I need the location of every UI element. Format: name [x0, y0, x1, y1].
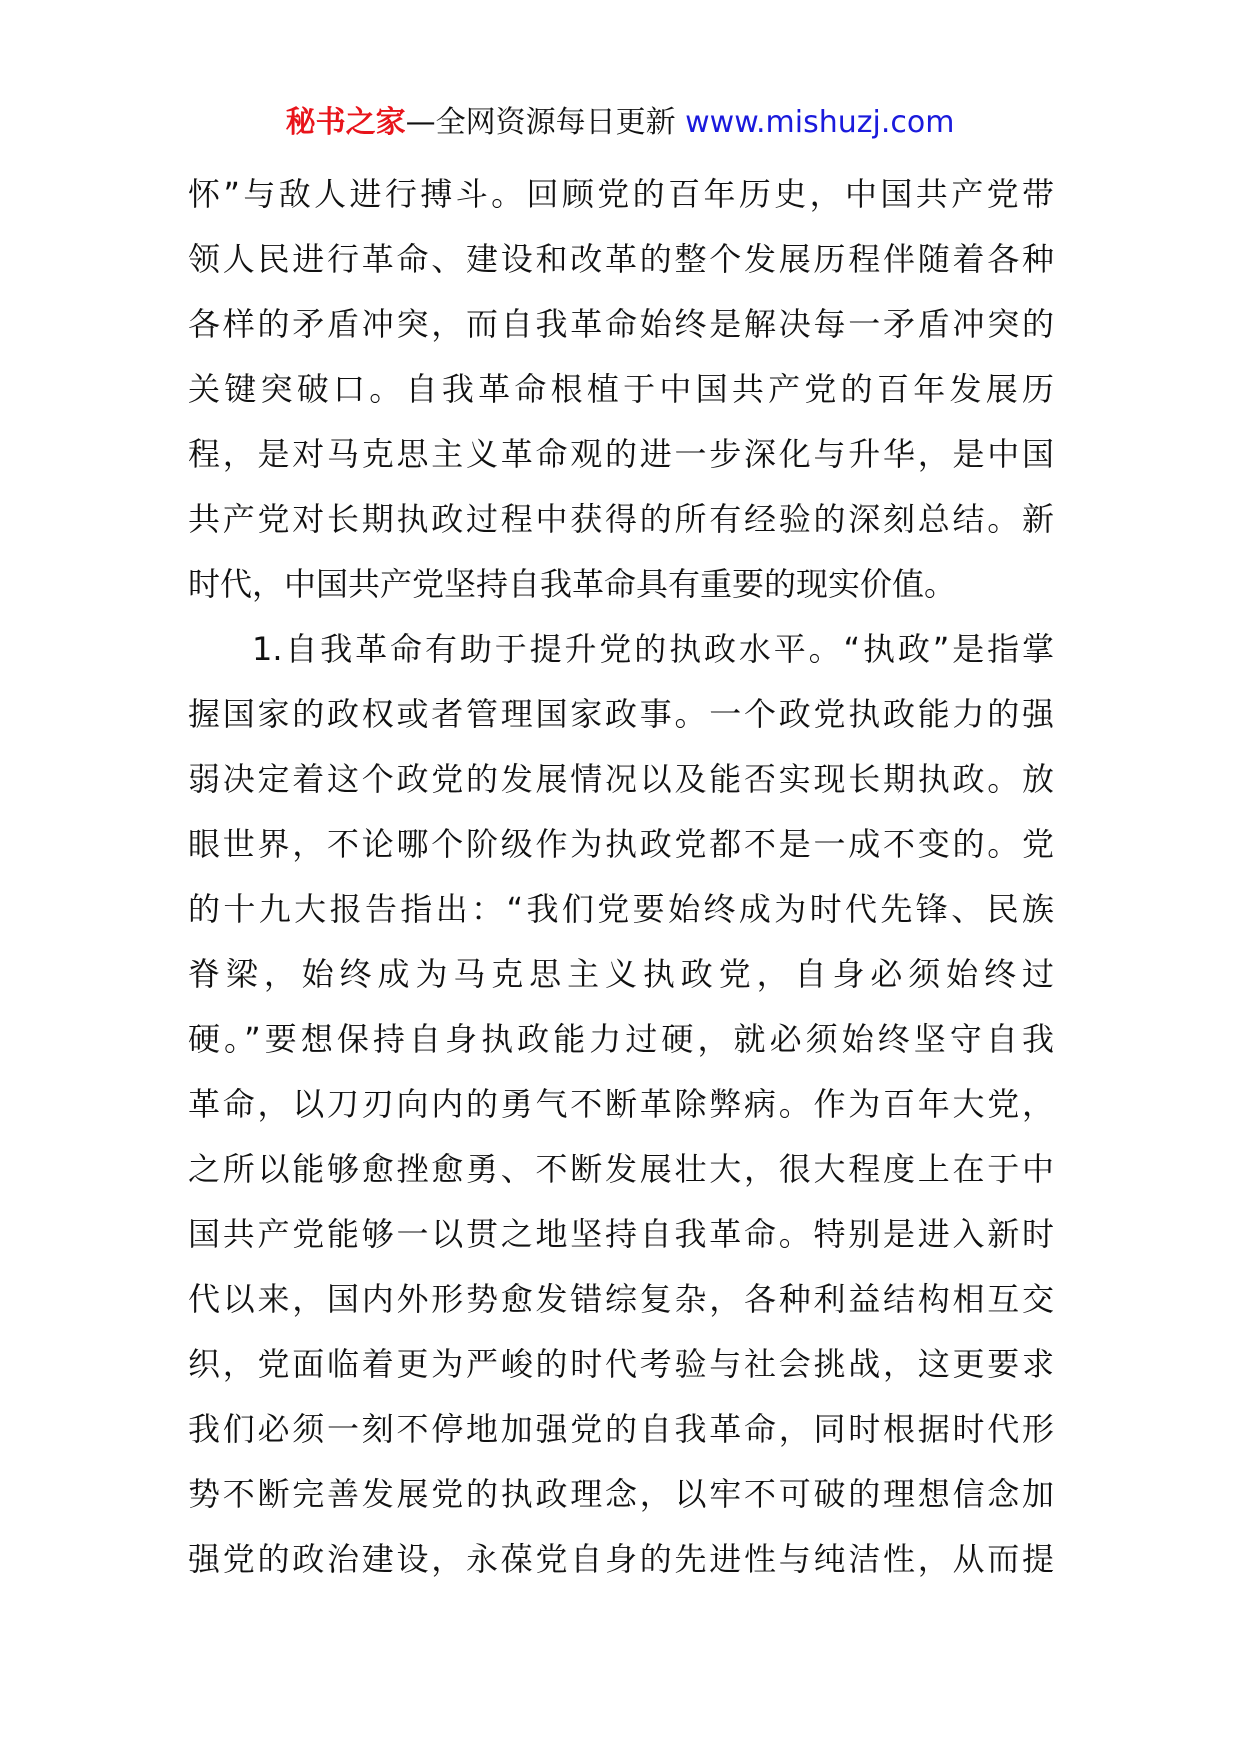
- text-line: 的十九大报告指出：“我们党要始终成为时代先锋、民族: [188, 890, 1054, 928]
- section-heading-line: 1.自我革命有助于提升党的执政水平。“执政”是指掌: [252, 630, 1054, 668]
- text-line: 我们必须一刻不停地加强党的自我革命，同时根据时代形: [188, 1410, 1054, 1448]
- text-line: 国共产党能够一以贯之地坚持自我革命。特别是进入新时: [188, 1215, 1054, 1253]
- text-line: [188, 1592, 1054, 1657]
- text-line: 领人民进行革命、建设和改革的整个发展历程伴随着各种: [188, 240, 1054, 278]
- text-line: 硬。”要想保持自身执政能力过硬，就必须始终坚守自我: [188, 1020, 1054, 1058]
- site-url-link[interactable]: www.mishuzj.com: [685, 105, 955, 140]
- text-line: 眼世界，不论哪个阶级作为执政党都不是一成不变的。党: [188, 825, 1054, 863]
- paragraph-section-1: [188, 617, 1054, 1657]
- text-line: 握国家的政权或者管理国家政事。一个政党执政能力的强: [188, 695, 1054, 733]
- text-line: 弱决定着这个政党的发展情况以及能否实现长期执政。放: [188, 760, 1054, 798]
- text-line: 时代，中国共产党坚持自我革命具有重要的现实价值。: [188, 565, 957, 603]
- text-line: 脊梁，始终成为马克思主义执政党，自身必须始终过: [188, 955, 1054, 993]
- text-line: 共产党对长期执政过程中获得的所有经验的深刻总结。新: [188, 500, 1054, 538]
- text-line: 程，是对马克思主义革命观的进一步深化与升华，是中国: [188, 435, 1054, 473]
- text-line: 关键突破口。自我革命根植于中国共产党的百年发展历: [188, 370, 1054, 408]
- document-body: [188, 162, 1054, 1657]
- text-line: 势不断完善发展党的执政理念，以牢不可破的理想信念加: [188, 1475, 1054, 1513]
- text-line: 之所以能够愈挫愈勇、不断发展壮大，很大程度上在于中: [188, 1150, 1054, 1188]
- header-tagline: —全网资源每日更新: [405, 105, 676, 140]
- text-line: 织，党面临着更为严峻的时代考验与社会挑战，这更要求: [188, 1345, 1054, 1383]
- text-line: 各样的矛盾冲突，而自我革命始终是解决每一矛盾冲突的: [188, 305, 1054, 343]
- text-line: 怀”与敌人进行搏斗。回顾党的百年历史，中国共产党带: [188, 175, 1054, 213]
- brand-name: 秘书之家: [285, 105, 406, 140]
- text-line: 强党的政治建设，永葆党自身的先进性与纯洁性，从而提: [188, 1540, 1054, 1578]
- site-header: [0, 100, 1240, 146]
- text-line: 代以来，国内外形势愈发错综复杂，各种利益结构相互交: [188, 1280, 1054, 1318]
- text-line: 革命，以刀刃向内的勇气不断革除弊病。作为百年大党，: [188, 1085, 1054, 1123]
- paragraph-intro: [188, 162, 1054, 617]
